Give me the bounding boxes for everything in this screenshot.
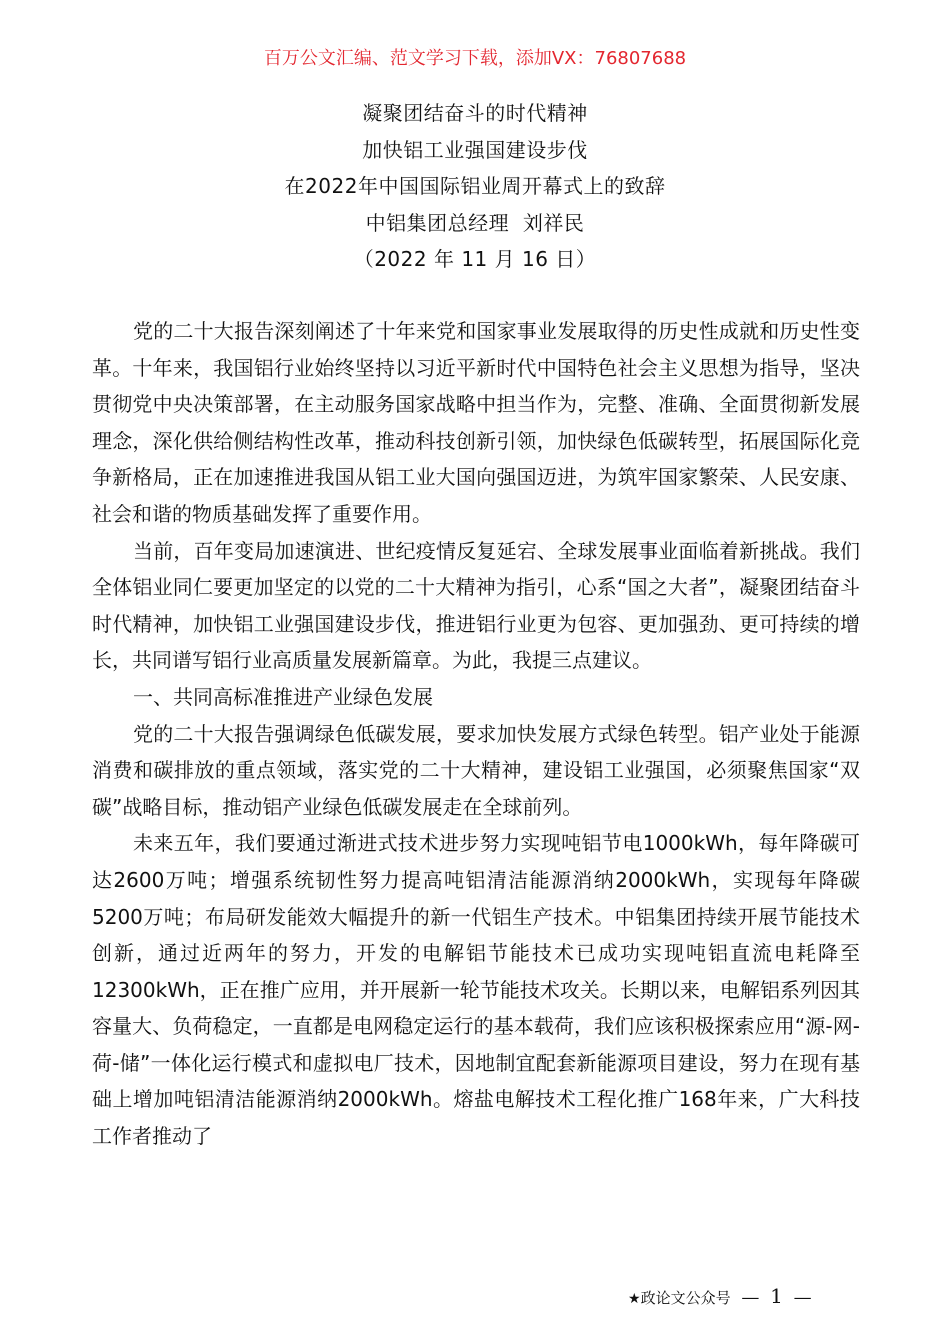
paragraph: 当前，百年变局加速演进、世纪疫情反复延宕、全球发展事业面临着新挑战。我们全体铝业同仁要更加坚定的以党的二十大精神为指引，心系“国之大者”，凝聚团结奋斗时代精神，加快铝工业强国建设步伐，推进铝行业更为包容、更加强劲、更可持续的增长，共同谱写铝行业高质量发展新篇章。为此，我提三点建议。 <box>92 538 860 673</box>
title-occasion: 在2022年中国国际铝业周开幕式上的致辞 <box>284 174 666 198</box>
title-date: （2022 年 11 月 16 日） <box>353 247 597 271</box>
title-author: 中铝集团总经理 刘祥民 <box>365 210 585 235</box>
paragraph: 未来五年，我们要通过渐进式技术进步努力实现吨铝节电1000kWh，每年降碳可达2600万吨；增强系统韧性努力提高吨铝清洁能源消纳2000kWh，实现每年降碳5200万吨；布局研发能效大幅提升的新一代铝生产技术。中铝集团持续开展节能技术创新，通过近两年的努力，开发的电解铝节能技术已成功实现吨铝直流电耗降至12300kWh，正在推广应用，并开展新一轮节能技术攻关。长期以来，电解铝系列因其容量大、负荷稳定，一直都是电网稳定运行的基本载荷，我们应该积极探索应用“源-网-荷-储”一体化运行模式和虚拟电厂技术，因地制宜配套新能源项目建设，努力在现有基础上增加吨铝清洁能源消纳2000kWh。熔盐电解技术工程化推广168年来，广大科技工作者推动了 <box>92 831 860 1149</box>
page-footer <box>628 1282 818 1313</box>
star-icon: ★ <box>628 1291 641 1307</box>
section-heading: 一、共同高标准推进产业绿色发展 <box>133 684 433 709</box>
dash-left: — <box>741 1287 760 1308</box>
document-title-block <box>0 95 950 278</box>
paragraph: 党的二十大报告深刻阐述了十年来党和国家事业发展取得的历史性成就和历史性变革。十年来，我国铝行业始终坚持以习近平新时代中国特色社会主义思想为指导，坚决贯彻党中央决策部署，在主动服务国家战略中担当作为，完整、准确、全面贯彻新发展理念，深化供给侧结构性改革，推动科技创新引领，加快绿色低碳转型，拓展国际化竞争新格局，正在加速推进我国从铝工业大国向强国迈进，为筑牢国家繁荣、人民安康、社会和谐的物质基础发挥了重要作用。 <box>92 319 860 526</box>
paragraph: 党的二十大报告强调绿色低碳发展，要求加快发展方式绿色转型。铝产业处于能源消费和碳排放的重点领域，落实党的二十大精神，建设铝工业强国，必须聚焦国家“双碳”战略目标，推动铝产业绿色低碳发展走在全球前列。 <box>92 721 860 819</box>
document-body <box>92 313 860 1155</box>
footer-source: 政论文公众号 <box>640 1289 731 1307</box>
watermark-banner: 百万公文汇编、范文学习下载，添加VX：76807688 <box>263 48 687 69</box>
title-subtitle: 加快铝工业强国建设步伐 <box>362 137 588 162</box>
title-main: 凝聚团结奋斗的时代精神 <box>362 101 588 125</box>
dash-right: — <box>793 1287 812 1308</box>
page-number: 1 <box>770 1284 783 1308</box>
